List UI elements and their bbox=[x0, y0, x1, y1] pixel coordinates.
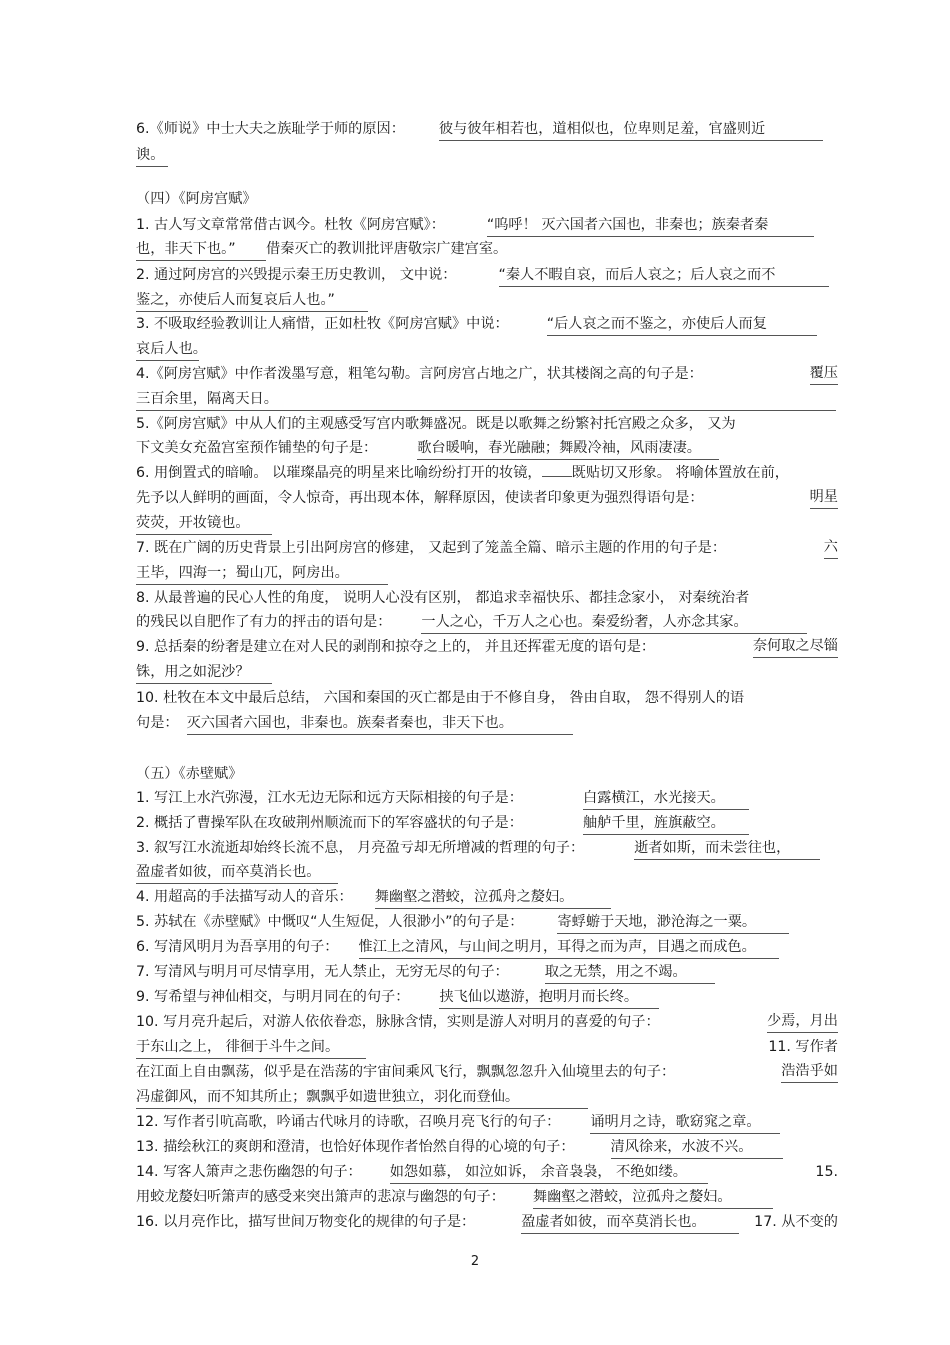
text-line: 用蛟龙嫠妇听箫声的感受来突出箫声的悲凉与幽怨的句子： 舞幽壑之潜蛟，泣孤舟之嫠妇。 bbox=[136, 1187, 838, 1209]
text-line: 8. 从最普遍的民心人性的角度， 说明人心没有区别， 都追求幸福快乐、都挂念家小， 对秦统治者 bbox=[136, 590, 750, 606]
text-line bbox=[136, 339, 838, 361]
text-line: 1. 写江上水汽弥漫，江水无边无际和远方天际相接的句子是： 白露横江，水光接天。 bbox=[136, 788, 838, 810]
answer-blank: 白露横江，水光接天。 bbox=[583, 789, 749, 810]
answer-blank: “后人哀之而不鉴之，亦使后人而复 bbox=[547, 315, 817, 336]
answer-blank: 一人之心，千万人之心也。秦爱纷奢，人亦念其家。 bbox=[421, 613, 807, 634]
answer-blank: 浩浩乎如 bbox=[781, 1062, 838, 1083]
text-line: 16. 以月亮作比，描写世间万物变化的规律的句子是： 盈虚者如彼，而卒莫消长也。 17. 从不变的 bbox=[136, 1212, 838, 1234]
answer-blank: 挟飞仙以遨游，抱明月而长终。 bbox=[439, 988, 659, 1009]
text-line bbox=[136, 290, 838, 312]
text-line bbox=[136, 1087, 838, 1109]
answer-blank: 盈虚者如彼，而卒莫消长也。 bbox=[136, 863, 338, 884]
section-heading: （五）《赤壁赋》 bbox=[136, 766, 243, 782]
text-line: 6. 用倒置式的暗喻。 以璀璨晶亮的明星来比喻纷纷打开的妆镜， 既贴切又形象。 将喻体置放在前， bbox=[136, 465, 789, 481]
answer-blank bbox=[542, 475, 572, 477]
text-line: 先予以人鲜明的画面，令人惊奇，再出现本体，解释原因，使读者印象更为强烈得语句是： 明星 bbox=[136, 488, 838, 509]
answer-blank: 六 bbox=[824, 538, 838, 559]
text-line: 10. 杜牧在本文中最后总结， 六国和秦国的灭亡都是由于不修自身， 咎由自取， 怨不得别人的语 bbox=[136, 690, 745, 706]
answer-blank: 取之无禁，用之不竭。 bbox=[545, 963, 715, 984]
text-line: 7. 写清风与明月可尽情享用，无人禁止，无穷无尽的句子： 取之无禁，用之不竭。 bbox=[136, 962, 838, 984]
text-line: 4. 用超高的手法描写动人的音乐： 舞幽壑之潜蛟，泣孤舟之嫠妇。 bbox=[136, 887, 838, 909]
answer-blank: 明星 bbox=[810, 488, 838, 509]
text-line: 于东山之上， 徘徊于斗牛之间。 11. 写作者 bbox=[136, 1037, 838, 1059]
answer-blank: 哀后人也。 bbox=[136, 340, 199, 361]
text-line: 5. 苏轼在《赤壁赋》中慨叹“人生短促，人很渺小”的句子是： 寄蜉蝣于天地，渺沧海之一粟。 bbox=[136, 912, 838, 934]
answer-blank: 逝者如斯，而未尝往也， bbox=[634, 839, 820, 860]
answer-blank: 舳舻千里，旌旗蔽空。 bbox=[583, 814, 749, 835]
answer-blank: 如怨如慕， 如泣如诉， 余音袅袅， 不绝如缕。 bbox=[390, 1163, 708, 1184]
text-line: 1. 古人写文章常常借古讽今。杜牧《阿房宫赋》： “呜呼！ 灭六国者六国也，非秦也；族秦者秦 bbox=[136, 215, 838, 237]
answer-blank: 灭六国者六国也，非秦也。族秦者秦也，非天下也。 bbox=[187, 714, 573, 735]
answer-blank: 也，非天下也。” bbox=[136, 240, 266, 261]
text-line bbox=[136, 389, 838, 411]
text-line: 13. 描绘秋江的爽朗和澄清，也恰好体现作者怡然自得的心境的句子： 清风徐来，水波不兴。 bbox=[136, 1137, 838, 1159]
page-number: 2 bbox=[470, 1254, 480, 1269]
answer-blank: 铢，用之如泥沙？ bbox=[136, 663, 272, 684]
answer-blank: 冯虚御风，而不知其所止；飘飘乎如遗世独立，羽化而登仙。 bbox=[136, 1088, 588, 1109]
answer-blank: 彼与彼年相若也，道相似也，位卑则足羞，官盛则近 bbox=[439, 120, 823, 141]
answer-blank: 少焉，月出 bbox=[767, 1012, 838, 1033]
text-line: 2. 通过阿房宫的兴毁提示秦王历史教训， 文中说： “秦人不暇自哀，而后人哀之；后人哀之而不 bbox=[136, 265, 838, 287]
answer-blank: “秦人不暇自哀，而后人哀之；后人哀之而不 bbox=[499, 266, 829, 287]
text-line: 下文美女充盈宫室预作铺垫的句子是： 歌台暖响，春光融融；舞殿冷袖，风雨凄凄。 bbox=[136, 438, 838, 460]
answer-blank: 清风徐来，水波不兴。 bbox=[611, 1138, 783, 1159]
text-line: 2. 概括了曹操军队在攻破荆州顺流而下的军容盛状的句子是： 舳舻千里，旌旗蔽空。 bbox=[136, 813, 838, 835]
answer-blank: 于东山之上， 徘徊于斗牛之间。 bbox=[136, 1038, 366, 1059]
answer-blank: 谀。 bbox=[136, 146, 168, 167]
answer-blank: 歌台暖响，春光融融；舞殿冷袖，风雨凄凄。 bbox=[417, 439, 719, 460]
text-line: 9. 总括秦的纷奢是建立在对人民的剥削和掠夺之上的， 并且还挥霍无度的语句是： 奈何取之尽锱 bbox=[136, 637, 838, 658]
answer-blank: 舞幽壑之潜蛟，泣孤舟之嫠妇。 bbox=[533, 1188, 773, 1209]
text-line: 的残民以自肥作了有力的抨击的语句是： 一人之心，千万人之心也。秦爱纷奢，人亦念其家。 bbox=[136, 612, 838, 634]
answer-blank: 奈何取之尽锱 bbox=[753, 637, 838, 658]
text-line: 12. 写作者引吭高歌，吟诵古代咏月的诗歌，召唤月亮飞行的句子： 诵明月之诗，歌窈窕之章。 bbox=[136, 1112, 838, 1134]
text-line bbox=[136, 513, 838, 535]
text-line: 句是： 灭六国者六国也，非秦也。族秦者秦也，非天下也。 bbox=[136, 713, 838, 735]
answer-blank: 诵明月之诗，歌窈窕之章。 bbox=[590, 1113, 780, 1134]
text-line bbox=[136, 662, 838, 684]
section-heading: （四）《阿房宫赋》 bbox=[136, 191, 257, 207]
text-line: 9. 写希望与神仙相交，与明月同在的句子： 挟飞仙以遨游，抱明月而长终。 bbox=[136, 987, 838, 1009]
answer-blank: 鉴之，亦使后人而复哀后人也。” bbox=[136, 291, 368, 312]
text-line: 3. 叙写江水流逝却始终长流不息， 月亮盈亏却无所增减的哲理的句子： 逝者如斯，而未尝往也， bbox=[136, 838, 838, 860]
text-line: 6.《师说》中士大夫之族耻学于师的原因： 彼与彼年相若也，道相似也，位卑则足羞，官盛则近 bbox=[136, 119, 838, 141]
answer-blank: 惟江上之清风，与山间之明月，耳得之而为声，目遇之而成色。 bbox=[359, 938, 779, 959]
answer-blank: 盈虚者如彼，而卒莫消长也。 bbox=[521, 1213, 739, 1234]
text-line: 在江面上自由飘荡，似乎是在浩荡的宇宙间乘风飞行，飘飘忽忽升入仙境里去的句子： 浩浩乎如 bbox=[136, 1062, 838, 1083]
text-line bbox=[136, 862, 838, 884]
text-line: 6. 写清风明月为吾享用的句子： 惟江上之清风，与山间之明月，耳得之而为声，目遇之而成色。 bbox=[136, 937, 838, 959]
answer-blank: 覆压 bbox=[810, 364, 838, 385]
answer-blank: 三百余里，隔离天日。 bbox=[136, 390, 836, 411]
text-line bbox=[136, 563, 838, 585]
answer-blank: “呜呼！ 灭六国者六国也，非秦也；族秦者秦 bbox=[487, 216, 814, 237]
text-line: 5.《阿房宫赋》中从人们的主观感受写宫内歌舞盛况。既是以歌舞之纷繁衬托宫殿之众多， 又为 bbox=[136, 416, 736, 432]
text-line: 4.《阿房宫赋》中作者泼墨写意，粗笔勾勒。言阿房宫占地之广，状其楼阁之高的句子是： 覆压 bbox=[136, 364, 838, 385]
answer-blank: 荧荧，开妆镜也。 bbox=[136, 514, 272, 535]
text-line: 10. 写月亮升起后，对游人依依眷恋，脉脉含情，实则是游人对明月的喜爱的句子： 少焉，月出 bbox=[136, 1012, 838, 1033]
answer-blank: 舞幽壑之潜蛟，泣孤舟之嫠妇。 bbox=[375, 888, 611, 909]
text-line: 3. 不吸取经验教训让人痛惜，正如杜牧《阿房宫赋》中说： “后人哀之而不鉴之，亦使后人而复 bbox=[136, 314, 838, 336]
text-line: 也，非天下也。” 借秦灭亡的教训批评唐敬宗广建宫室。 bbox=[136, 239, 838, 261]
text-line: 14. 写客人箫声之悲伤幽怨的句子： 如怨如慕， 如泣如诉， 余音袅袅， 不绝如缕。 15. bbox=[136, 1162, 838, 1184]
text-line: 7. 既在广阔的历史背景上引出阿房宫的修建， 又起到了笼盖全篇、暗示主题的作用的句子是： 六 bbox=[136, 538, 838, 559]
answer-blank: 王毕，四海一；蜀山兀，阿房出。 bbox=[136, 564, 388, 585]
text-line bbox=[136, 145, 838, 167]
answer-blank: 寄蜉蝣于天地，渺沧海之一粟。 bbox=[557, 913, 789, 934]
